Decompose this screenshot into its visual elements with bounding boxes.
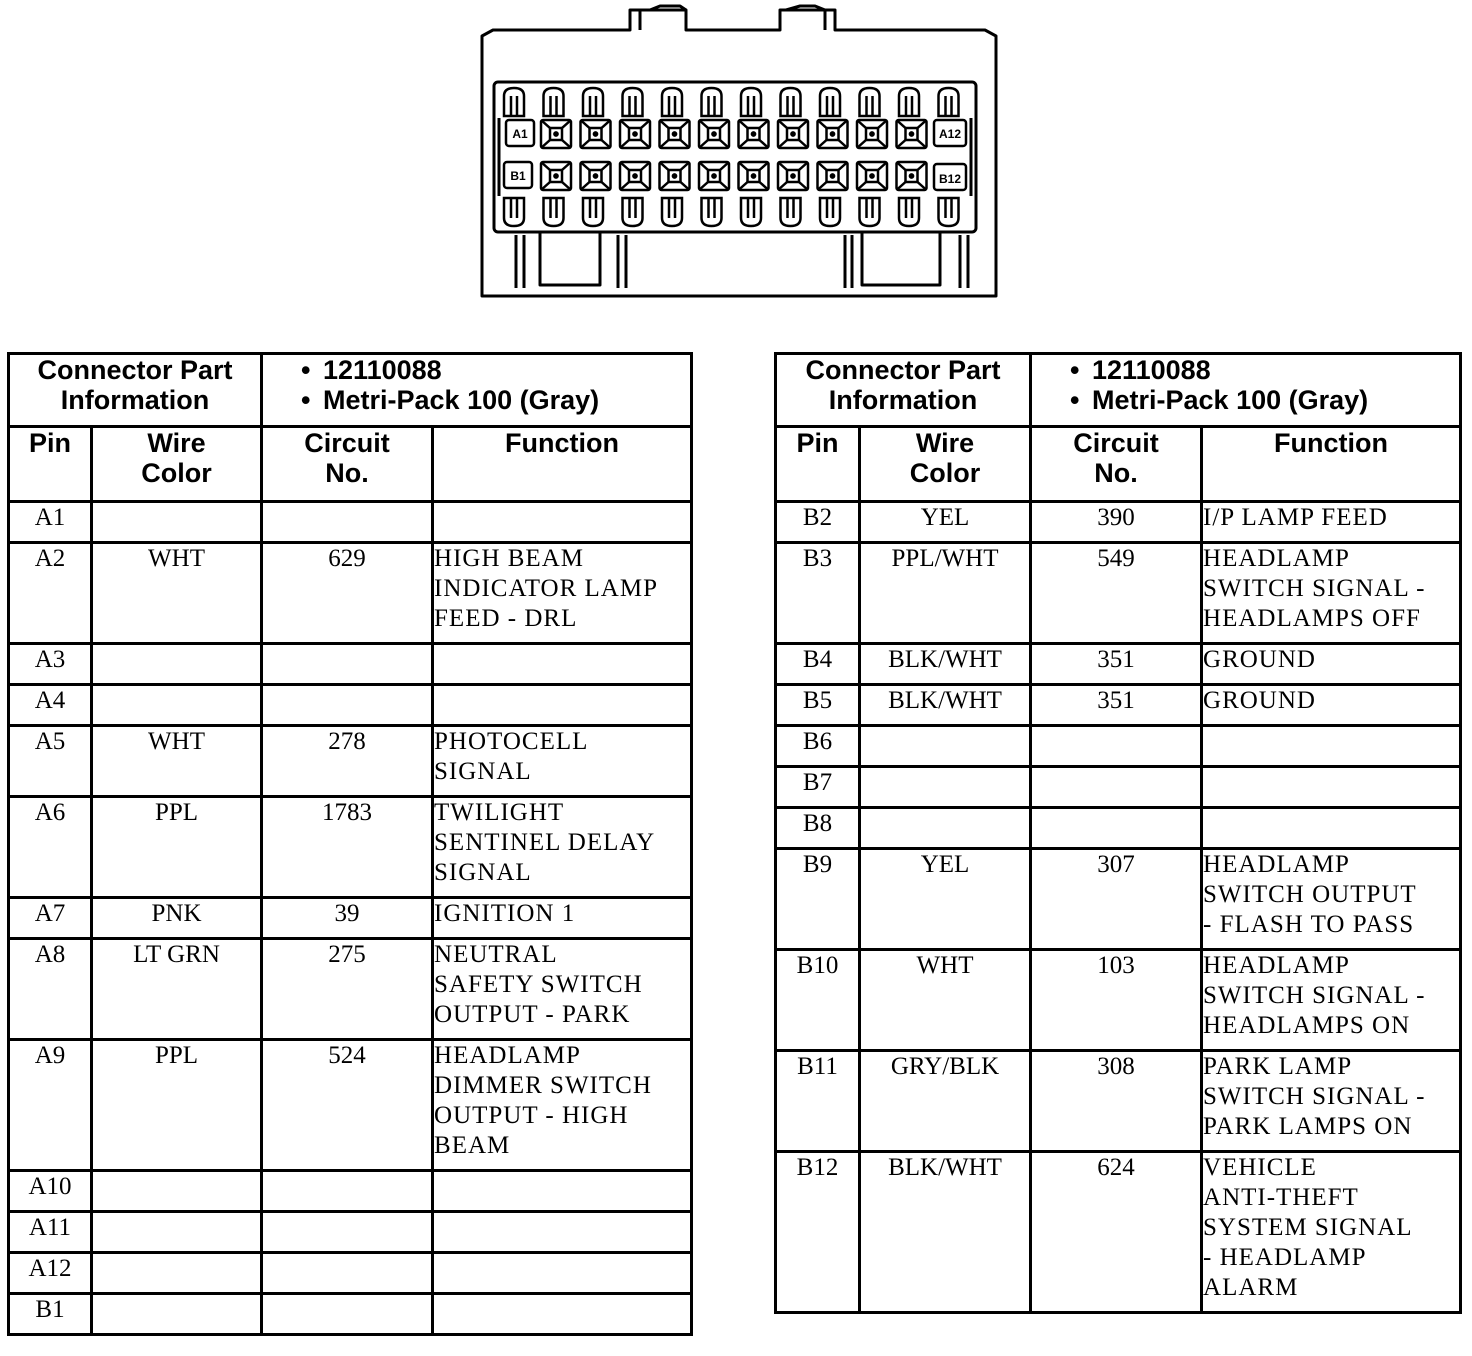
pin-cell: A5 (9, 726, 92, 797)
pin-cell: A9 (9, 1040, 92, 1171)
wire-color-cell (860, 726, 1031, 767)
connector-cavity-frame (494, 82, 976, 232)
function-cell: NEUTRAL SAFETY SWITCH OUTPUT - PARK (433, 939, 692, 1040)
wire-color-cell (92, 1171, 262, 1212)
wire-color-cell (860, 767, 1031, 808)
circuit-cell (262, 685, 433, 726)
wire-color-cell (860, 808, 1031, 849)
terminal-latch-bottom (583, 198, 603, 226)
function-cell: I/P LAMP FEED (1202, 502, 1461, 543)
pin-cell: B2 (776, 502, 860, 543)
function-cell: HIGH BEAM INDICATOR LAMP FEED - DRL (433, 543, 692, 644)
circuit-cell: 624 (1031, 1152, 1202, 1313)
table-row (776, 685, 1461, 726)
circuit-cell (1031, 808, 1202, 849)
terminal-latch-top (662, 88, 682, 116)
terminal-latch-top (860, 88, 880, 116)
header-wire-color: Wire Color (860, 427, 1031, 502)
function-cell: HEADLAMP DIMMER SWITCH OUTPUT - HIGH BEAM (433, 1040, 692, 1171)
table-row (776, 1051, 1461, 1152)
pin-cell: B4 (776, 644, 860, 685)
terminal-latch-bottom (939, 198, 959, 226)
label-b1: B1 (510, 169, 526, 183)
connector-info-value: • 12110088 • Metri-Pack 100 (Gray) (262, 354, 692, 427)
connector-type: Metri-Pack 100 (Gray) (323, 385, 600, 415)
wire-color-cell: BLK/WHT (860, 685, 1031, 726)
terminal-latch-top (544, 88, 564, 116)
table-row (9, 1212, 692, 1253)
function-cell: PARK LAMP SWITCH SIGNAL - PARK LAMPS ON (1202, 1051, 1461, 1152)
pin-cell: B1 (9, 1294, 92, 1335)
function-cell (433, 502, 692, 543)
circuit-cell: 39 (262, 898, 433, 939)
circuit-cell (262, 1171, 433, 1212)
pin-cell: A10 (9, 1171, 92, 1212)
pin-cell: A6 (9, 797, 92, 898)
terminal-latch-bottom (899, 198, 919, 226)
table-row (776, 767, 1461, 808)
terminal-latch-top (939, 88, 959, 116)
pin-cell: B10 (776, 950, 860, 1051)
table-row (776, 1152, 1461, 1313)
table-row (9, 1171, 692, 1212)
header-circuit: Circuit No. (262, 427, 433, 502)
wire-color-cell: YEL (860, 849, 1031, 950)
label-a12: A12 (938, 127, 962, 141)
header-function: Function (1202, 427, 1461, 502)
circuit-cell (262, 1212, 433, 1253)
circuit-cell: 103 (1031, 950, 1202, 1051)
table-row (9, 1253, 692, 1294)
terminal-latch-top (583, 88, 603, 116)
terminal-latch-bottom (504, 198, 524, 226)
label-b12: B12 (938, 172, 962, 186)
pin-cell: A8 (9, 939, 92, 1040)
pin-table-left (7, 352, 693, 1336)
terminal-latch-bottom (702, 198, 722, 226)
pin-cell: A11 (9, 1212, 92, 1253)
terminal-latch-top (899, 88, 919, 116)
connector-type: Metri-Pack 100 (Gray) (1092, 385, 1369, 415)
terminal-latch-bottom (544, 198, 564, 226)
table-row (776, 644, 1461, 685)
pin-cell: A2 (9, 543, 92, 644)
circuit-cell (1031, 726, 1202, 767)
circuit-cell: 549 (1031, 543, 1202, 644)
wire-color-cell: YEL (860, 502, 1031, 543)
pin-cell: B8 (776, 808, 860, 849)
function-cell: IGNITION 1 (433, 898, 692, 939)
circuit-cell: 351 (1031, 644, 1202, 685)
wire-color-cell (92, 644, 262, 685)
terminal-latch-bottom (820, 198, 840, 226)
wire-color-cell (92, 502, 262, 543)
table-row (9, 644, 692, 685)
function-cell: HEADLAMP SWITCH SIGNAL - HEADLAMPS ON (1202, 950, 1461, 1051)
circuit-cell: 351 (1031, 685, 1202, 726)
pin-cell: B5 (776, 685, 860, 726)
pin-cell: B7 (776, 767, 860, 808)
pin-cell: A12 (9, 1253, 92, 1294)
function-cell (1202, 726, 1461, 767)
terminal-latch-bottom (623, 198, 643, 226)
pin-cell: B9 (776, 849, 860, 950)
wire-color-cell: PPL (92, 1040, 262, 1171)
wire-color-cell (92, 1212, 262, 1253)
circuit-cell (262, 1294, 433, 1335)
connector-info-value: • 12110088 • Metri-Pack 100 (Gray) (1031, 354, 1461, 427)
wire-color-cell: WHT (92, 543, 262, 644)
function-cell (433, 1253, 692, 1294)
pin-cell: A3 (9, 644, 92, 685)
header-pin: Pin (776, 427, 860, 502)
header-circuit: Circuit No. (1031, 427, 1202, 502)
pin-cell: A7 (9, 898, 92, 939)
circuit-cell: 524 (262, 1040, 433, 1171)
terminal-latch-top (504, 88, 524, 116)
terminal-latch-bottom (860, 198, 880, 226)
wire-color-cell: BLK/WHT (860, 644, 1031, 685)
circuit-cell (262, 644, 433, 685)
function-cell (433, 685, 692, 726)
connector-face-diagram (476, 2, 1002, 302)
function-cell (433, 644, 692, 685)
header-wire-color: Wire Color (92, 427, 262, 502)
pin-cell: A4 (9, 685, 92, 726)
table-row (9, 1040, 692, 1171)
terminal-latch-bottom (662, 198, 682, 226)
header-pin: Pin (9, 427, 92, 502)
terminal-latch-top (820, 88, 840, 116)
circuit-cell (1031, 767, 1202, 808)
table-row (9, 898, 692, 939)
table-row (776, 950, 1461, 1051)
pin-cell: B11 (776, 1051, 860, 1152)
circuit-cell: 278 (262, 726, 433, 797)
circuit-cell: 390 (1031, 502, 1202, 543)
wire-color-cell: PNK (92, 898, 262, 939)
pin-cell: B6 (776, 726, 860, 767)
terminal-latch-bottom (741, 198, 761, 226)
wire-color-cell: WHT (860, 950, 1031, 1051)
function-cell: VEHICLE ANTI-THEFT SYSTEM SIGNAL - HEADLAMP ALARM (1202, 1152, 1461, 1313)
wire-color-cell: BLK/WHT (860, 1152, 1031, 1313)
function-cell: GROUND (1202, 685, 1461, 726)
wire-color-cell: PPL/WHT (860, 543, 1031, 644)
connector-info-label: Connector Part Information (776, 354, 1031, 427)
wire-color-cell: LT GRN (92, 939, 262, 1040)
part-number: 12110088 (1092, 355, 1211, 385)
wire-color-cell: GRY/BLK (860, 1051, 1031, 1152)
circuit-cell: 275 (262, 939, 433, 1040)
wire-color-cell (92, 1294, 262, 1335)
table-row (9, 1294, 692, 1335)
wire-color-cell: WHT (92, 726, 262, 797)
function-cell (433, 1294, 692, 1335)
terminal-latch-bottom (781, 198, 801, 226)
function-cell (433, 1212, 692, 1253)
table-row (776, 543, 1461, 644)
function-cell: TWILIGHT SENTINEL DELAY SIGNAL (433, 797, 692, 898)
function-cell: PHOTOCELL SIGNAL (433, 726, 692, 797)
pin-cell: B12 (776, 1152, 860, 1313)
circuit-cell: 307 (1031, 849, 1202, 950)
function-cell: HEADLAMP SWITCH SIGNAL - HEADLAMPS OFF (1202, 543, 1461, 644)
circuit-cell: 308 (1031, 1051, 1202, 1152)
table-row (776, 808, 1461, 849)
terminal-latch-top (702, 88, 722, 116)
table-row (9, 939, 692, 1040)
function-cell: GROUND (1202, 644, 1461, 685)
circuit-cell: 1783 (262, 797, 433, 898)
connector-info-label: Connector Part Information (9, 354, 262, 427)
table-row (9, 543, 692, 644)
part-number: 12110088 (323, 355, 442, 385)
function-cell (1202, 767, 1461, 808)
header-function: Function (433, 427, 692, 502)
label-a1: A1 (512, 127, 528, 141)
function-cell (433, 1171, 692, 1212)
wire-color-cell (92, 685, 262, 726)
circuit-cell: 629 (262, 543, 433, 644)
terminal-latch-top (741, 88, 761, 116)
table-row (9, 502, 692, 543)
function-cell: HEADLAMP SWITCH OUTPUT - FLASH TO PASS (1202, 849, 1461, 950)
function-cell (1202, 808, 1461, 849)
wire-color-cell (92, 1253, 262, 1294)
terminal-latch-top (781, 88, 801, 116)
connector-housing (482, 10, 996, 296)
circuit-cell (262, 1253, 433, 1294)
table-row (9, 726, 692, 797)
table-row (776, 726, 1461, 767)
table-row (9, 797, 692, 898)
wire-color-cell: PPL (92, 797, 262, 898)
terminal-latch-top (623, 88, 643, 116)
circuit-cell (262, 502, 433, 543)
table-row (776, 849, 1461, 950)
pin-cell: A1 (9, 502, 92, 543)
pin-cell: B3 (776, 543, 860, 644)
table-row (776, 502, 1461, 543)
pin-table-right (774, 352, 1462, 1314)
table-row (9, 685, 692, 726)
